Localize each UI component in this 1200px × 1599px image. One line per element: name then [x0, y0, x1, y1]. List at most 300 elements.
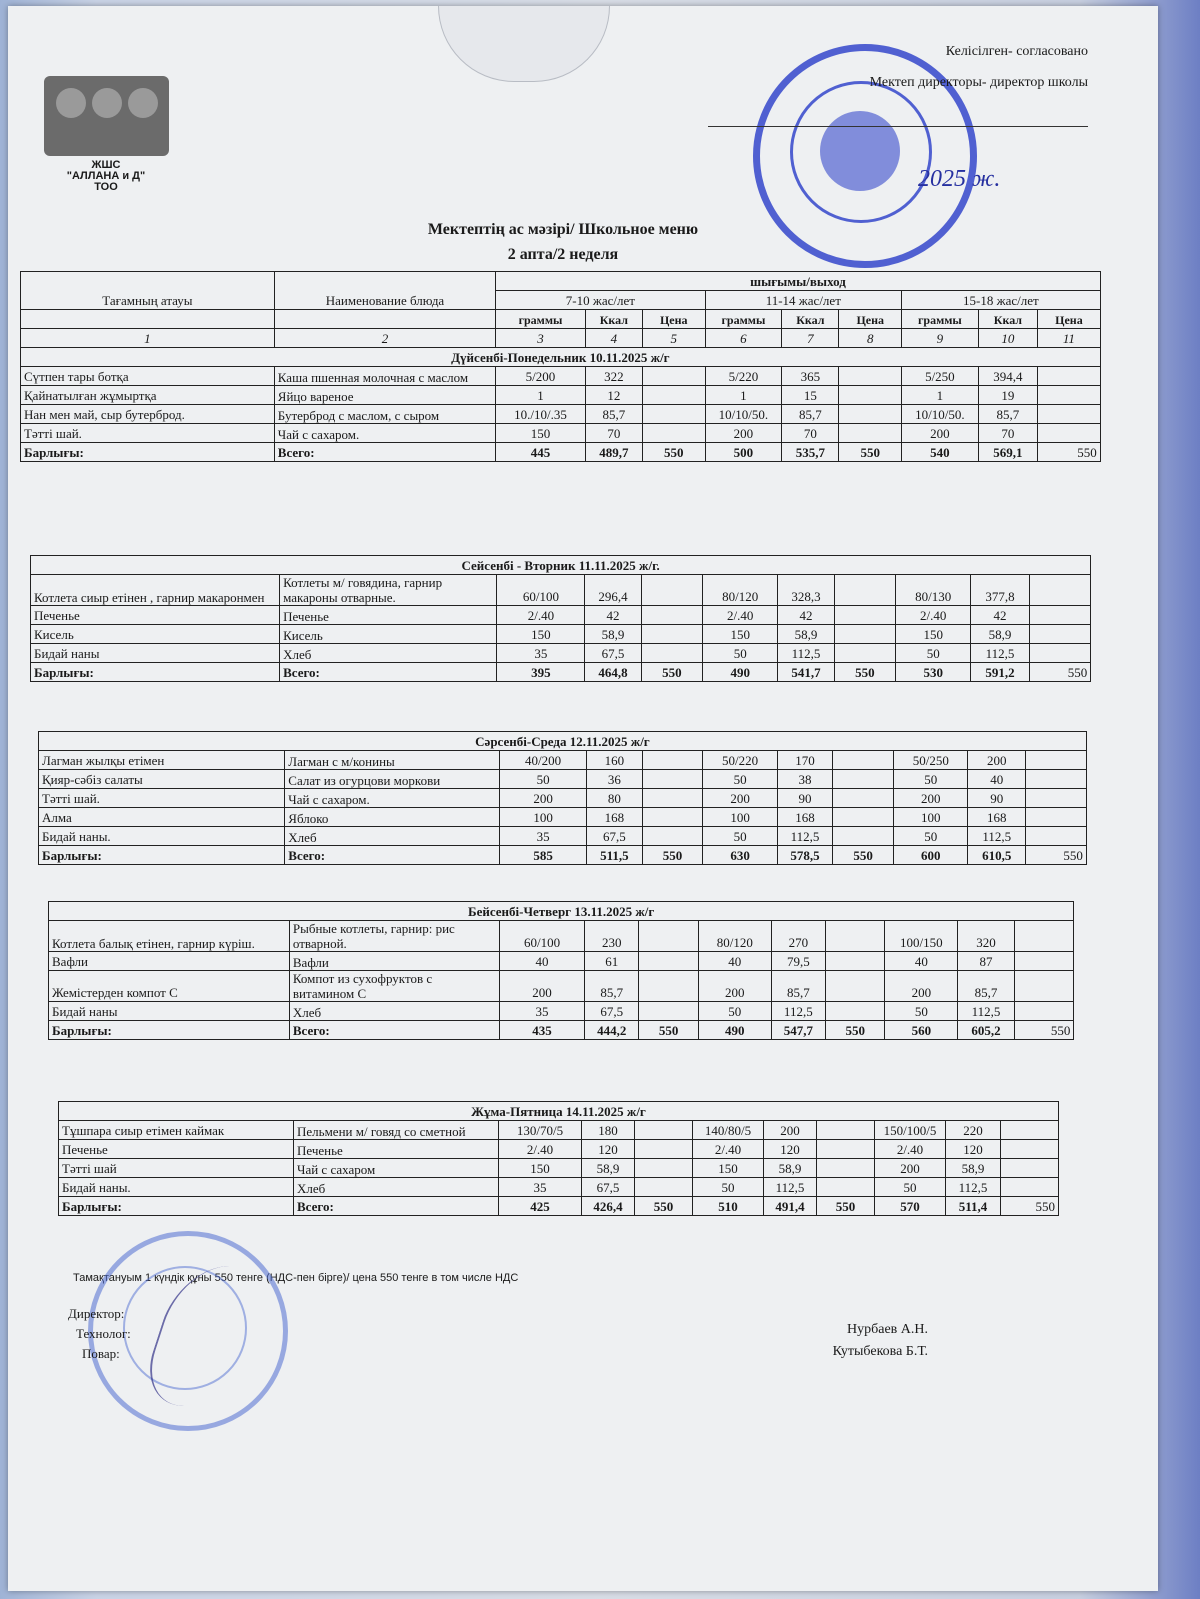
dish-value: 85,7: [585, 405, 642, 424]
logo-line-2: "АЛЛАНА и Д": [66, 170, 146, 182]
dish-value: [1029, 606, 1091, 625]
total-label: Всего:: [280, 663, 497, 682]
day-title-row: [21, 348, 1101, 367]
dish-value: 85,7: [771, 971, 825, 1002]
director-label: Директор:: [68, 1306, 125, 1321]
unit-kcal: Ккал: [978, 310, 1037, 329]
menu-table-day-2: [30, 555, 1091, 682]
day-title-row: [39, 732, 1087, 751]
dish-value: [642, 424, 705, 443]
dish-value: 40/200: [500, 751, 587, 770]
dish-value: 2/.40: [703, 606, 778, 625]
total-row: [31, 663, 1091, 682]
dish-value: 35: [499, 1178, 582, 1197]
total-value: 550: [642, 846, 703, 865]
total-value: 605,2: [958, 1021, 1014, 1040]
dish-value: [639, 971, 699, 1002]
logo-line-3: ТОО: [94, 181, 118, 193]
age-group-age1: 7-10 жас/лет: [496, 291, 705, 310]
dish-value: [1038, 424, 1101, 443]
dish-value: 40: [499, 952, 584, 971]
dish-value: 85,7: [958, 971, 1014, 1002]
dish-value: 70: [585, 424, 642, 443]
dish-name-kz: Тұшпара сиыр етімен каймак: [59, 1121, 294, 1140]
signatory-name-2: Кутыбекова Б.Т.: [832, 1344, 928, 1359]
unit-price: Цена: [839, 310, 902, 329]
signatory-name-1: Нурбаев А.Н.: [847, 1322, 928, 1337]
column-number: 11: [1038, 329, 1101, 348]
total-row: [59, 1197, 1059, 1216]
dish-name-kz: Нан мен май, сыр бутерброд.: [21, 405, 275, 424]
dish-row: [49, 921, 1074, 952]
dish-value: [833, 789, 894, 808]
dish-value: 200: [499, 971, 584, 1002]
dish-value: 42: [971, 606, 1029, 625]
total-value: 444,2: [585, 1021, 639, 1040]
total-value: 395: [497, 663, 585, 682]
total-row: [39, 846, 1087, 865]
dish-value: 112,5: [946, 1178, 1001, 1197]
dish-name-kz: Котлета сиыр етінен , гарнир макаронмен: [31, 575, 280, 606]
dish-row: [31, 606, 1091, 625]
page-title: Мектептің ас мәзірі/ Школьное меню: [427, 221, 699, 238]
dish-value: 67,5: [585, 644, 641, 663]
dish-value: 150: [497, 625, 585, 644]
dish-value: [642, 405, 705, 424]
dish-value: [825, 1002, 885, 1021]
header-row-3: [21, 310, 1101, 329]
total-value: 426,4: [582, 1197, 635, 1216]
total-value: 490: [703, 663, 778, 682]
dish-value: 168: [968, 808, 1026, 827]
dish-value: 320: [958, 921, 1014, 952]
total-value: 530: [896, 663, 971, 682]
dish-value: 112,5: [778, 644, 834, 663]
dish-row: [39, 827, 1087, 846]
dish-value: 50: [703, 827, 777, 846]
dish-value: [839, 386, 902, 405]
total-value: 550: [1029, 663, 1091, 682]
dish-value: 50: [894, 770, 968, 789]
dish-name-kz: Вафли: [49, 952, 290, 971]
menu-sheet: [8, 6, 1158, 1591]
dish-value: [825, 971, 885, 1002]
total-value: 560: [885, 1021, 958, 1040]
dish-value: 112,5: [764, 1178, 817, 1197]
total-value: 425: [499, 1197, 582, 1216]
dish-value: 328,3: [778, 575, 834, 606]
total-label: Всего:: [294, 1197, 499, 1216]
dish-value: [642, 789, 703, 808]
dish-value: 1: [705, 386, 782, 405]
dish-value: [825, 921, 885, 952]
dish-value: 5/220: [705, 367, 782, 386]
dish-value: 60/100: [497, 575, 585, 606]
dish-value: 50: [693, 1178, 764, 1197]
approval-block: [708, 36, 1088, 192]
dish-value: [1014, 952, 1074, 971]
dish-value: [817, 1121, 875, 1140]
dish-value: 112,5: [771, 1002, 825, 1021]
dish-value: [639, 921, 699, 952]
approval-year: 2025 ж.: [918, 166, 1001, 192]
dish-row: [59, 1159, 1059, 1178]
dish-name-ru: Компот из сухофруктов с витамином С: [289, 971, 499, 1002]
dish-name-kz: Қияр-сәбіз салаты: [39, 770, 285, 789]
dish-value: 50: [875, 1178, 946, 1197]
dish-value: 150: [693, 1159, 764, 1178]
dish-value: 35: [497, 644, 585, 663]
dish-value: 42: [778, 606, 834, 625]
logo-line-1: ЖШС: [91, 159, 121, 171]
dish-value: [641, 625, 703, 644]
dish-value: 200: [875, 1159, 946, 1178]
dish-value: 85,7: [585, 971, 639, 1002]
total-value: 569,1: [978, 443, 1037, 462]
dish-value: [834, 575, 896, 606]
dish-value: 220: [946, 1121, 1001, 1140]
dish-value: [1038, 386, 1101, 405]
dish-value: [1038, 405, 1101, 424]
dish-value: 230: [585, 921, 639, 952]
total-value: 500: [705, 443, 782, 462]
menu-table-day-5: [58, 1101, 1059, 1216]
dish-value: [833, 827, 894, 846]
total-label: Барлығы:: [21, 443, 275, 462]
dish-value: 112,5: [971, 644, 1029, 663]
day-title: Дүйсенбі-Понедельник 10.11.2025 ж/г: [21, 348, 1101, 367]
column-number: 7: [782, 329, 839, 348]
dish-name-kz: Бидай наны: [49, 1002, 290, 1021]
total-value: 550: [642, 443, 705, 462]
dish-value: [833, 808, 894, 827]
unit-price: Цена: [642, 310, 705, 329]
dish-row: [21, 424, 1101, 443]
dish-name-kz: Алма: [39, 808, 285, 827]
age-group-age3: 15-18 жас/лет: [902, 291, 1101, 310]
dish-value: 150: [496, 424, 586, 443]
dish-value: 50: [885, 1002, 958, 1021]
total-label: Барлығы:: [31, 663, 280, 682]
dish-name-ru: Чай с сахаром: [294, 1159, 499, 1178]
dish-value: 160: [587, 751, 643, 770]
dish-value: 90: [777, 789, 833, 808]
dish-row: [49, 952, 1074, 971]
dish-value: 200: [698, 971, 771, 1002]
dish-name-ru: Бутерброд с маслом, с сыром: [274, 405, 495, 424]
dish-value: [641, 575, 703, 606]
age-group-age2: 11-14 жас/лет: [705, 291, 901, 310]
dish-value: 40: [968, 770, 1026, 789]
dish-name-ru: Вафли: [289, 952, 499, 971]
dish-value: 120: [582, 1140, 635, 1159]
total-value: 510: [693, 1197, 764, 1216]
signature-labels: [68, 1304, 131, 1364]
dish-value: [642, 367, 705, 386]
dish-value: [1026, 808, 1087, 827]
unit-kcal: Ккал: [782, 310, 839, 329]
dish-value: 58,9: [778, 625, 834, 644]
dish-value: 120: [764, 1140, 817, 1159]
dish-value: [817, 1159, 875, 1178]
column-number: 5: [642, 329, 705, 348]
dish-row: [21, 367, 1101, 386]
total-value: 550: [825, 1021, 885, 1040]
dish-value: 87: [958, 952, 1014, 971]
total-value: 489,7: [585, 443, 642, 462]
dish-value: 50/250: [894, 751, 968, 770]
dish-value: 2/.40: [875, 1140, 946, 1159]
dish-name-ru: Хлеб: [289, 1002, 499, 1021]
dish-value: [817, 1178, 875, 1197]
dish-value: 100: [894, 808, 968, 827]
dish-value: [833, 751, 894, 770]
dish-value: 80/130: [896, 575, 971, 606]
dish-value: 50: [703, 770, 777, 789]
total-value: 550: [635, 1197, 693, 1216]
dish-value: 50: [698, 1002, 771, 1021]
dish-value: 42: [585, 606, 641, 625]
dish-value: 1: [902, 386, 979, 405]
total-value: 445: [496, 443, 586, 462]
dish-name-ru: Чай с сахаром.: [274, 424, 495, 443]
dish-value: [839, 367, 902, 386]
dish-value: 120: [946, 1140, 1001, 1159]
dish-value: [1014, 921, 1074, 952]
dish-value: 2/.40: [497, 606, 585, 625]
dish-value: [642, 827, 703, 846]
dish-name-kz: Қайнатылған жұмыртқа: [21, 386, 275, 405]
dish-row: [31, 644, 1091, 663]
signature-line: [708, 98, 1088, 127]
approval-line-2: Мектеп директоры- директор школы: [869, 75, 1088, 90]
dish-value: 112,5: [968, 827, 1026, 846]
total-value: 550: [639, 1021, 699, 1040]
dish-value: 50: [500, 770, 587, 789]
dish-value: [642, 770, 703, 789]
total-value: 600: [894, 846, 968, 865]
dish-value: 140/80/5: [693, 1121, 764, 1140]
dish-row: [21, 386, 1101, 405]
total-row: [21, 443, 1101, 462]
dish-value: 100/150: [885, 921, 958, 952]
dish-value: 100: [500, 808, 587, 827]
dish-row: [59, 1178, 1059, 1197]
price-footnote: Тамақтануым 1 күндік құны 550 тенге (НДС-пен бірге)/ цена 550 тенге в том числе НДС: [73, 1272, 519, 1284]
column-number: 4: [585, 329, 642, 348]
dish-value: [1029, 575, 1091, 606]
column-number: 2: [274, 329, 495, 348]
unit-grams: граммы: [496, 310, 586, 329]
dish-value: 377,8: [971, 575, 1029, 606]
dish-value: [641, 644, 703, 663]
dish-value: 35: [500, 827, 587, 846]
dish-name-kz: Сүтпен тары ботқа: [21, 367, 275, 386]
column-number: 9: [902, 329, 979, 348]
dish-value: 150/100/5: [875, 1121, 946, 1140]
blank-cell: [21, 310, 275, 329]
dish-value: [1026, 751, 1087, 770]
dish-name-ru: Лагман с м/конины: [285, 751, 500, 770]
dish-value: [635, 1140, 693, 1159]
unit-grams: граммы: [902, 310, 979, 329]
dish-name-kz: Бидай наны: [31, 644, 280, 663]
dish-value: [1029, 644, 1091, 663]
dish-value: [1001, 1178, 1059, 1197]
dish-value: 85,7: [978, 405, 1037, 424]
dish-value: 130/70/5: [499, 1121, 582, 1140]
dish-value: 322: [585, 367, 642, 386]
dish-name-ru: Салат из огурцови моркови: [285, 770, 500, 789]
dish-value: 2/.40: [693, 1140, 764, 1159]
column-number: 3: [496, 329, 586, 348]
dish-value: 90: [968, 789, 1026, 808]
dish-value: [642, 751, 703, 770]
dish-value: [1001, 1159, 1059, 1178]
unit-grams: граммы: [705, 310, 782, 329]
dish-name-ru: Каша пшенная молочная с маслом: [274, 367, 495, 386]
dish-value: 58,9: [971, 625, 1029, 644]
dish-value: 85,7: [782, 405, 839, 424]
dish-value: 36: [587, 770, 643, 789]
dish-value: 70: [978, 424, 1037, 443]
dish-value: 12: [585, 386, 642, 405]
dish-value: [834, 625, 896, 644]
dish-name-kz: Тәтті шай: [59, 1159, 294, 1178]
dish-value: 112,5: [958, 1002, 1014, 1021]
total-value: 541,7: [778, 663, 834, 682]
dish-value: [834, 644, 896, 663]
dish-value: 200: [764, 1121, 817, 1140]
day-title: Жұма-Пятница 14.11.2025 ж/г: [59, 1102, 1059, 1121]
dish-value: [833, 770, 894, 789]
dish-value: 5/250: [902, 367, 979, 386]
dish-value: 19: [978, 386, 1037, 405]
total-label: Всего:: [285, 846, 500, 865]
dish-value: 270: [771, 921, 825, 952]
total-value: 578,5: [777, 846, 833, 865]
dish-value: 67,5: [585, 1002, 639, 1021]
dish-value: [1029, 625, 1091, 644]
total-value: 570: [875, 1197, 946, 1216]
dish-value: 67,5: [582, 1178, 635, 1197]
dish-value: 58,9: [582, 1159, 635, 1178]
total-value: 435: [499, 1021, 584, 1040]
header-number-row: [21, 329, 1101, 348]
dish-value: [1026, 770, 1087, 789]
dish-value: 200: [968, 751, 1026, 770]
dish-value: 50: [703, 644, 778, 663]
total-value: 550: [839, 443, 902, 462]
col-kz-header: Тағамның атауы: [21, 272, 275, 310]
total-value: 550: [1014, 1021, 1074, 1040]
dish-value: [1026, 789, 1087, 808]
dish-name-kz: Тәтті шай.: [21, 424, 275, 443]
dish-value: 70: [782, 424, 839, 443]
output-header: шығымы/выход: [496, 272, 1101, 291]
day-title: Сәрсенбі-Среда 12.11.2025 ж/г: [39, 732, 1087, 751]
dish-value: 296,4: [585, 575, 641, 606]
dish-value: 150: [896, 625, 971, 644]
day-title: Бейсенбі-Четверг 13.11.2025 ж/г: [49, 902, 1074, 921]
dish-value: 38: [777, 770, 833, 789]
dish-name-ru: Хлеб: [285, 827, 500, 846]
dish-value: 200: [500, 789, 587, 808]
signatory-names: [808, 1319, 928, 1363]
dish-value: [642, 386, 705, 405]
dish-name-ru: Чай с сахаром.: [285, 789, 500, 808]
column-number: 10: [978, 329, 1037, 348]
dish-name-kz: Бидай наны.: [39, 827, 285, 846]
total-label: Всего:: [274, 443, 495, 462]
total-value: 550: [834, 663, 896, 682]
dish-value: 40: [698, 952, 771, 971]
dish-value: [1014, 1002, 1074, 1021]
total-value: 610,5: [968, 846, 1026, 865]
dish-name-kz: Жемістерден компот С: [49, 971, 290, 1002]
dish-value: 365: [782, 367, 839, 386]
total-value: 511,4: [946, 1197, 1001, 1216]
day-title: Сейсенбі - Вторник 11.11.2025 ж/г.: [31, 556, 1091, 575]
total-value: 550: [817, 1197, 875, 1216]
dish-name-kz: Тәтті шай.: [39, 789, 285, 808]
dish-value: 35: [499, 1002, 584, 1021]
dish-row: [39, 770, 1087, 789]
column-number: 1: [21, 329, 275, 348]
dish-value: [839, 405, 902, 424]
dish-value: 2/.40: [499, 1140, 582, 1159]
dish-value: [639, 1002, 699, 1021]
dish-value: 50/220: [703, 751, 777, 770]
blank-cell: [274, 310, 495, 329]
dish-value: 150: [499, 1159, 582, 1178]
total-value: 540: [902, 443, 979, 462]
dish-name-kz: Печенье: [31, 606, 280, 625]
dish-value: 79,5: [771, 952, 825, 971]
total-value: 550: [833, 846, 894, 865]
dish-value: 80/120: [698, 921, 771, 952]
dish-value: 2/.40: [896, 606, 971, 625]
dish-value: 58,9: [764, 1159, 817, 1178]
dish-value: 150: [703, 625, 778, 644]
total-label: Всего:: [289, 1021, 499, 1040]
dish-value: 58,9: [585, 625, 641, 644]
dish-row: [49, 1002, 1074, 1021]
total-label: Барлығы:: [49, 1021, 290, 1040]
technologist-label: Технолог:: [76, 1326, 131, 1341]
dish-value: 394,4: [978, 367, 1037, 386]
dish-value: 180: [582, 1121, 635, 1140]
total-row: [49, 1021, 1074, 1040]
dish-name-ru: Котлеты м/ говядина, гарнир макароны отварные.: [280, 575, 497, 606]
total-value: 550: [1038, 443, 1101, 462]
dish-value: 168: [587, 808, 643, 827]
column-number: 8: [839, 329, 902, 348]
menu-table-day-1: [20, 271, 1101, 462]
dish-row: [39, 751, 1087, 770]
dish-row: [39, 789, 1087, 808]
dish-value: [839, 424, 902, 443]
dish-value: 10/10/50.: [902, 405, 979, 424]
dish-value: 80: [587, 789, 643, 808]
header-row-1: [21, 272, 1101, 291]
menu-table-day-4: [48, 901, 1074, 1040]
dish-name-ru: Хлеб: [280, 644, 497, 663]
sleeve-notch: [438, 6, 610, 82]
total-value: 491,4: [764, 1197, 817, 1216]
dish-value: [825, 952, 885, 971]
dish-value: 58,9: [946, 1159, 1001, 1178]
